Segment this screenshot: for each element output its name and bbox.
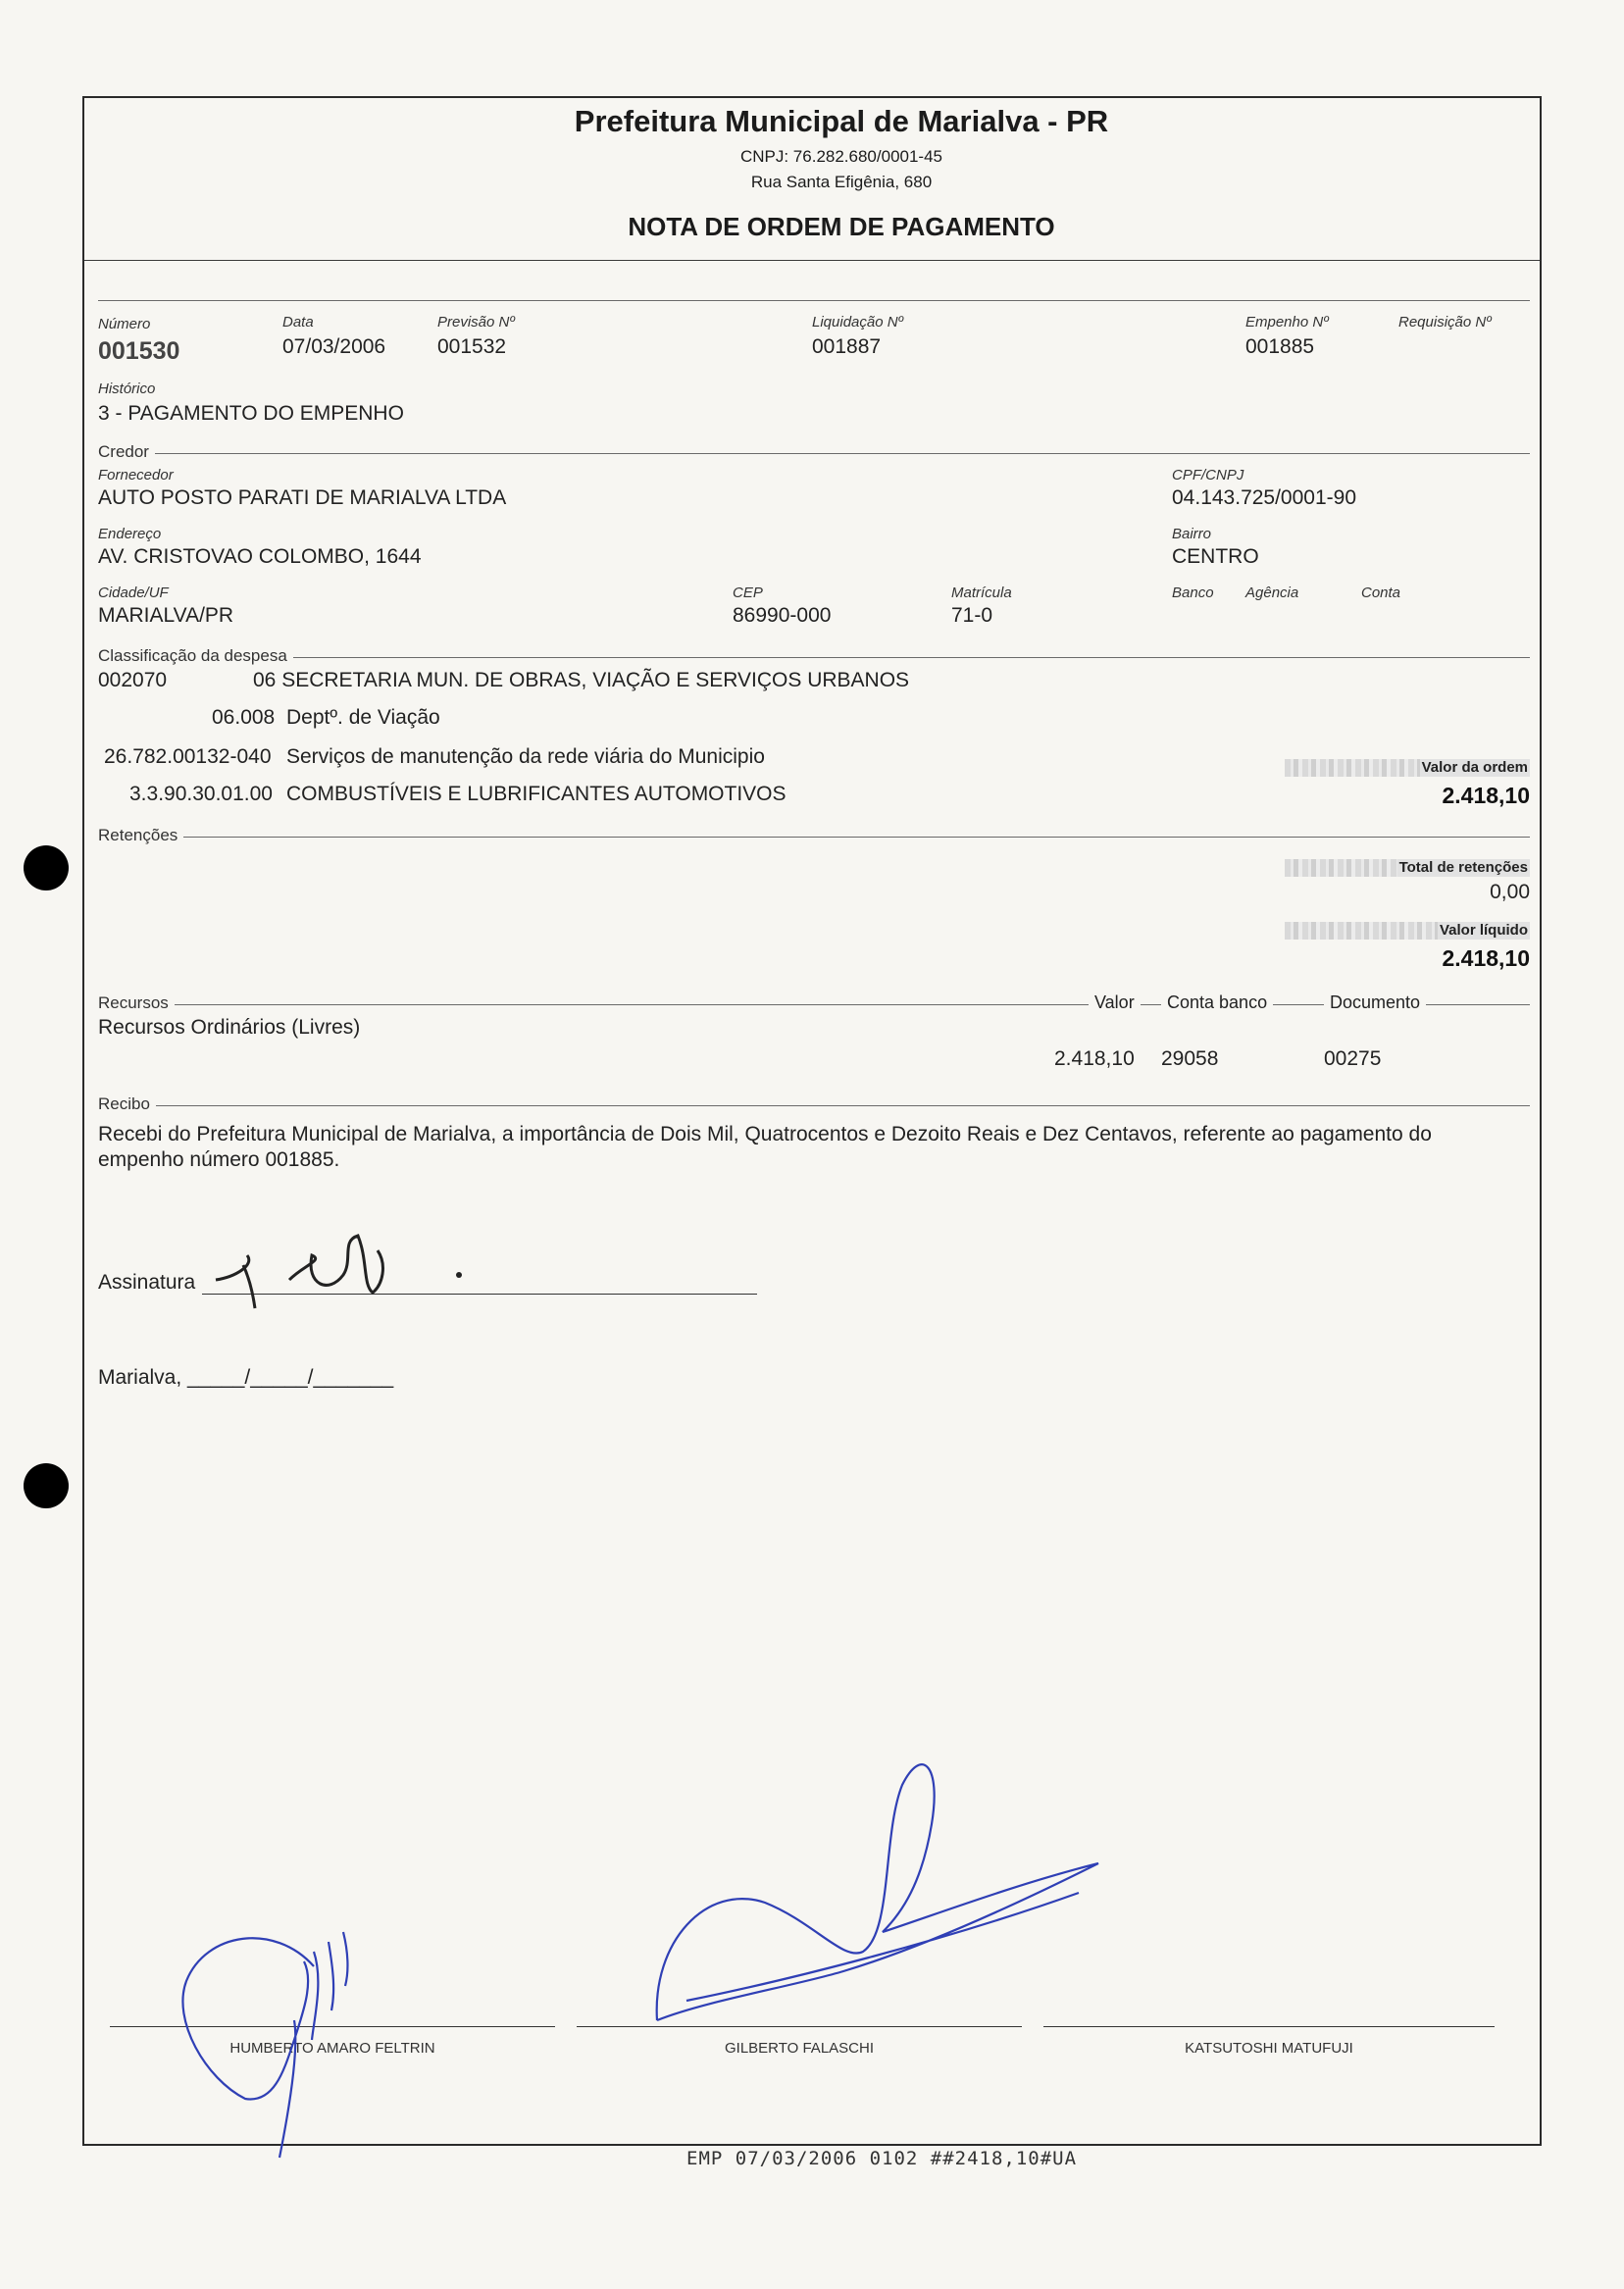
historico-label: Histórico: [98, 381, 156, 397]
binder-hole-bottom: [24, 1463, 69, 1508]
previsao-label: Previsão Nº: [437, 314, 515, 331]
total-retencoes-value: 0,00: [1490, 881, 1530, 903]
classificacao-line4-code: 3.3.90.30.01.00: [129, 783, 273, 805]
valor-liquido-value: 2.418,10: [1442, 945, 1530, 971]
classificacao-code: 002070: [98, 669, 168, 691]
valor-liquido-box: [1285, 922, 1530, 940]
valor-ordem-label: Valor da ordem: [1421, 759, 1528, 776]
recursos-divider: [98, 1004, 1530, 1005]
binder-hole-top: [24, 845, 69, 890]
bairro-label: Bairro: [1172, 526, 1212, 542]
numero-value: 001530: [98, 337, 180, 365]
classificacao-line3-code: 26.782.00132-040: [104, 745, 272, 768]
retencoes-section: Retenções: [98, 826, 183, 845]
banco-label: Banco: [1172, 585, 1214, 601]
fornecedor-value: AUTO POSTO PARATI DE MARIALVA LTDA: [98, 486, 507, 509]
mechanical-stamp: EMP 07/03/2006 0102 ##2418,10#UA: [686, 2148, 1078, 2169]
recursos-conta: 29058: [1161, 1047, 1219, 1070]
recursos-conta-label: Conta banco: [1161, 992, 1273, 1013]
signature-gilberto: [647, 1746, 1118, 2040]
classificacao-divider: [98, 657, 1530, 658]
cep-label: CEP: [733, 585, 763, 601]
signature-humberto: [167, 1893, 422, 2167]
credor-section: Credor: [98, 442, 155, 462]
requisicao-label: Requisição Nº: [1398, 314, 1492, 331]
fornecedor-label: Fornecedor: [98, 467, 174, 483]
liquidacao-label: Liquidação Nº: [812, 314, 904, 331]
signatory-name-3: KATSUTOSHI MATUFUJI: [1185, 2040, 1353, 2057]
data-value: 07/03/2006: [282, 335, 386, 358]
recibo-section: Recibo: [98, 1094, 156, 1114]
cep-value: 86990-000: [733, 604, 832, 627]
recursos-documento: 00275: [1324, 1047, 1382, 1070]
endereco-value: AV. CRISTOVAO COLOMBO, 1644: [98, 545, 422, 568]
matricula-value: 71-0: [951, 604, 993, 627]
cnpj-text: CNPJ: 76.282.680/0001-45: [739, 147, 943, 166]
matricula-label: Matrícula: [951, 585, 1012, 601]
header-divider-2: [98, 300, 1530, 301]
signatory-name-2: GILBERTO FALASCHI: [725, 2040, 874, 2057]
cidade-label: Cidade/UF: [98, 585, 169, 601]
recibo-text: Recebi do Prefeitura Municipal de Marialva, a importância de Dois Mil, Quatrocentos e Dezoito Reais e Dez Centavos, referente ao pagamento do empenho número 001885.: [98, 1123, 1432, 1171]
agencia-label: Agência: [1245, 585, 1299, 601]
numero-label: Número: [98, 316, 151, 332]
recursos-valor: 2.418,10: [1054, 1047, 1135, 1070]
recibo-divider: [98, 1105, 1530, 1106]
classificacao-line4: COMBUSTÍVEIS E LUBRIFICANTES AUTOMOTIVOS: [286, 783, 787, 805]
recursos-valor-label: Valor: [1089, 992, 1141, 1013]
classificacao-line2-code: 06.008: [212, 706, 276, 729]
recibo-signature: [196, 1206, 490, 1314]
conta-label: Conta: [1361, 585, 1401, 601]
classificacao-line3: Serviços de manutenção da rede viária do Municipio: [286, 745, 765, 768]
total-retencoes-label: Total de retenções: [1398, 859, 1528, 876]
valor-ordem-box: [1285, 759, 1530, 777]
valor-ordem-value: 2.418,10: [1442, 783, 1530, 808]
cpf-value: 04.143.725/0001-90: [1172, 486, 1357, 509]
historico-value: 3 - PAGAMENTO DO EMPENHO: [98, 402, 404, 425]
previsao-value: 001532: [437, 335, 507, 358]
empenho-value: 001885: [1245, 335, 1315, 358]
recursos-fonte: Recursos Ordinários (Livres): [98, 1016, 361, 1039]
recursos-documento-label: Documento: [1324, 992, 1426, 1013]
retencoes-divider: [98, 837, 1530, 838]
total-retencoes-box: [1285, 859, 1530, 877]
recursos-section: Recursos: [98, 993, 175, 1013]
credor-divider: [98, 453, 1530, 454]
classificacao-line2: Deptº. de Viação: [286, 706, 440, 729]
classificacao-section: Classificação da despesa: [98, 646, 293, 666]
cpf-label: CPF/CNPJ: [1172, 467, 1244, 483]
liquidacao-value: 001887: [812, 335, 882, 358]
header-divider: [84, 260, 1540, 261]
page-title: Prefeitura Municipal de Marialva - PR: [574, 104, 1109, 138]
document-title: NOTA DE ORDEM DE PAGAMENTO: [628, 212, 1055, 241]
classificacao-line1: 06 SECRETARIA MUN. DE OBRAS, VIAÇÃO E SERVIÇOS URBANOS: [253, 669, 910, 691]
bairro-value: CENTRO: [1172, 545, 1259, 568]
data-label: Data: [282, 314, 314, 331]
endereco-label: Endereço: [98, 526, 162, 542]
signatory-name-1: HUMBERTO AMARO FELTRIN: [229, 2040, 435, 2057]
local-data: Marialva, _____/_____/_______: [98, 1366, 394, 1389]
assinatura-label: Assinatura: [98, 1271, 196, 1294]
cidade-value: MARIALVA/PR: [98, 604, 234, 627]
valor-liquido-label: Valor líquido: [1439, 922, 1528, 939]
empenho-label: Empenho Nº: [1245, 314, 1329, 331]
address-text: Rua Santa Efigênia, 680: [750, 173, 933, 191]
